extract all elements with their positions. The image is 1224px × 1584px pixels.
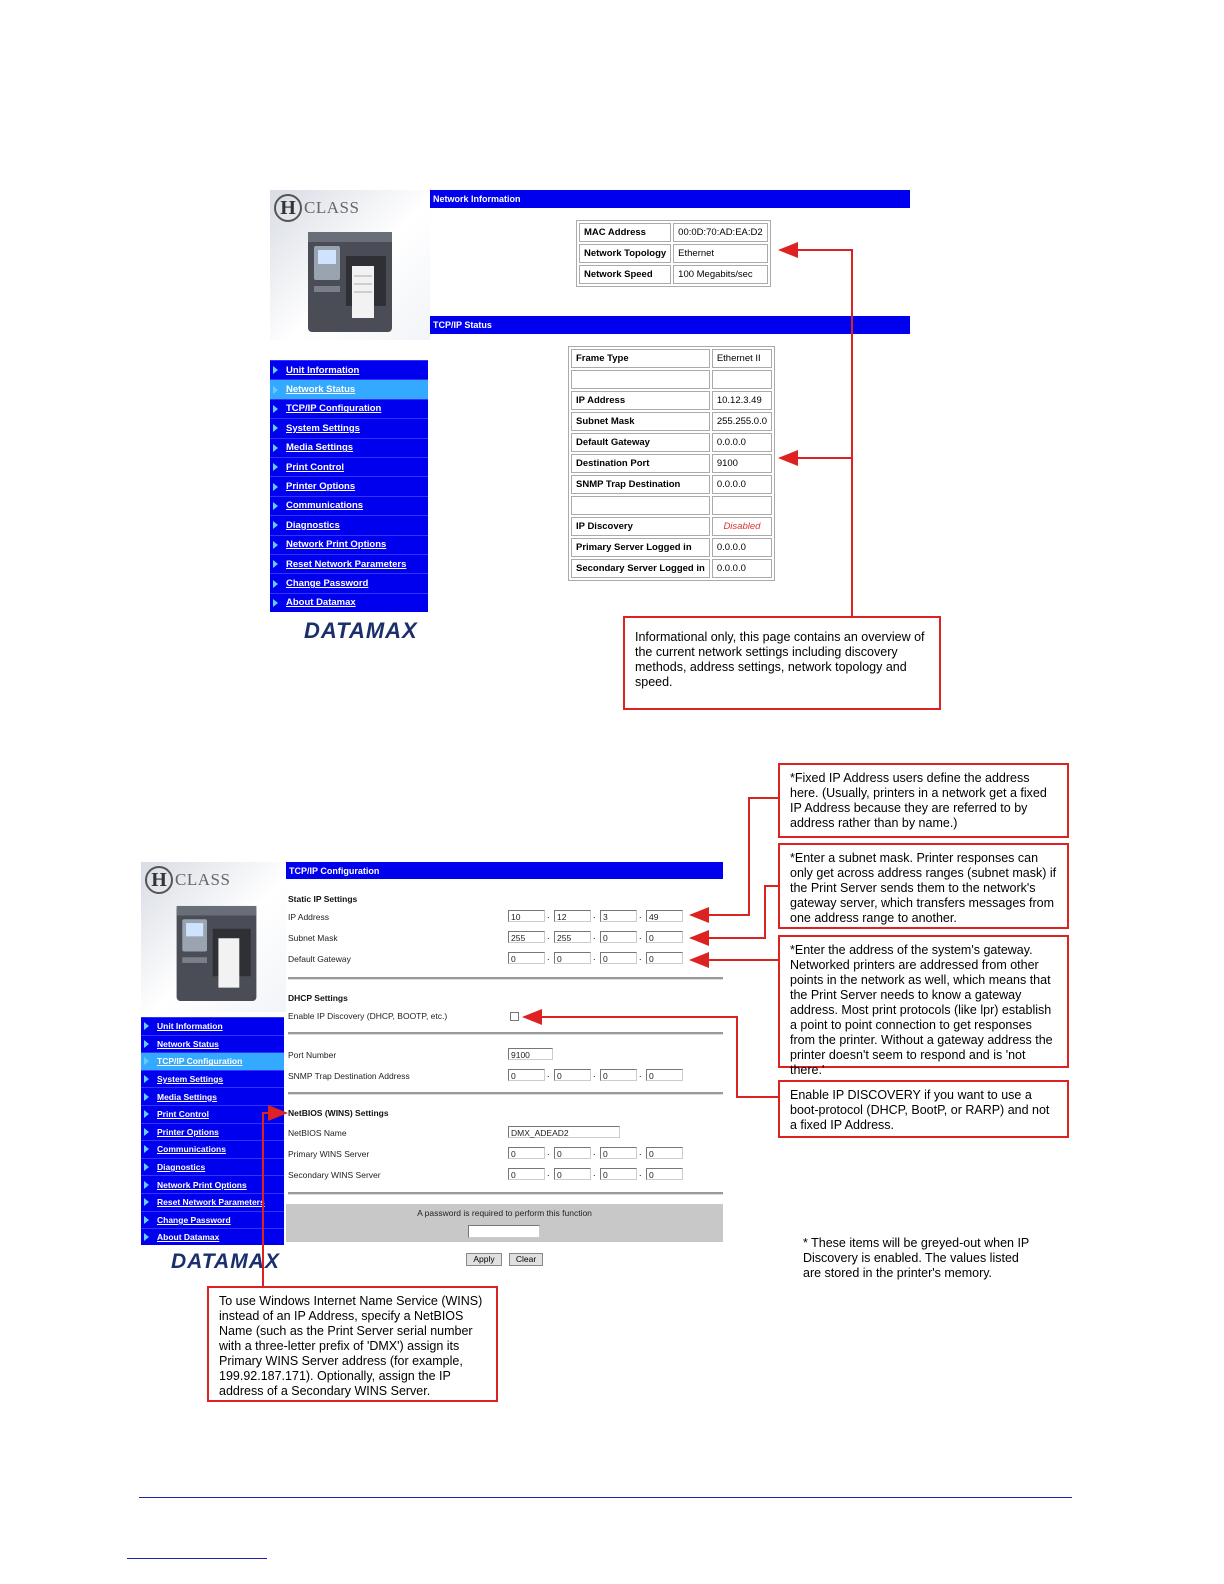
- octet-separator: .: [639, 952, 642, 962]
- nav-item-label: Printer Options: [286, 481, 356, 493]
- row-label: Secondary Server Logged in: [571, 559, 710, 578]
- octet-input[interactable]: 0: [646, 1147, 683, 1159]
- row-label: Network Topology: [579, 244, 671, 263]
- snmp-trap-label: SNMP Trap Destination Address: [288, 1071, 410, 1081]
- secondary-wins-label: Secondary WINS Server: [288, 1170, 381, 1180]
- dhcp-heading: DHCP Settings: [288, 993, 348, 1003]
- nav-item-label: Unit Information: [286, 364, 360, 376]
- octet-separator: .: [547, 910, 550, 920]
- octet-separator: .: [593, 910, 596, 920]
- datamax-logo: DATAMAX: [304, 618, 418, 643]
- default-gateway-label: Default Gateway: [288, 954, 351, 964]
- row-label: MAC Address: [579, 223, 671, 242]
- nav-item-label: Reset Network Parameters: [286, 558, 407, 570]
- nav-item-label: TCP/IP Configuration: [157, 1056, 243, 1067]
- datamax-logo-2: DATAMAX: [171, 1250, 280, 1273]
- octet-input[interactable]: 3: [600, 910, 637, 922]
- nav-item-label: Printer Options: [157, 1126, 219, 1137]
- footer-rule: [139, 1497, 1072, 1498]
- row-label: IP Address: [571, 391, 710, 410]
- row-value: 10.12.3.49: [712, 391, 772, 410]
- hclass-logo-2: H CLASS: [145, 866, 230, 894]
- row-label: IP Discovery: [571, 517, 710, 536]
- primary-wins-label: Primary WINS Server: [288, 1149, 370, 1159]
- octet-input[interactable]: 0: [508, 1168, 545, 1180]
- gateway-callout: *Enter the address of the system's gateway. Networked printers are addressed from other points in the network as well, which means that the Print Server needs to know a gateway address. Most print protocols (like lpr) establish a point to point connection to get responses from the printer. Without a gateway address the printer doesn't seem to respond and is 'not there.': [778, 935, 1069, 1068]
- octet-input[interactable]: 0: [600, 931, 637, 943]
- nav-item-label: Diagnostics: [157, 1162, 206, 1173]
- tcpip-configuration-bar: TCP/IP Configuration: [286, 862, 723, 879]
- password-note: A password is required to perform this function: [417, 1208, 592, 1218]
- ip-discovery-callout: Enable IP DISCOVERY if you want to use a boot-protocol (DHCP, BootP, or RARP) and not a fixed IP Address.: [778, 1080, 1069, 1138]
- netbios-name-label: NetBIOS Name: [288, 1128, 347, 1138]
- row-label: Subnet Mask: [571, 412, 710, 431]
- octet-separator: .: [593, 931, 596, 941]
- nav-item-label: Network Print Options: [157, 1179, 247, 1190]
- octet-separator: .: [547, 952, 550, 962]
- octet-input[interactable]: 0: [554, 952, 591, 964]
- octet-separator: .: [593, 1069, 596, 1079]
- octet-input[interactable]: 0: [646, 1069, 683, 1081]
- nav-item-label: Media Settings: [286, 442, 354, 454]
- static-ip-heading: Static IP Settings: [288, 894, 358, 904]
- octet-input[interactable]: 0: [646, 1168, 683, 1180]
- row-value: 0.0.0.0: [712, 433, 772, 452]
- octet-separator: .: [639, 1147, 642, 1157]
- octet-input[interactable]: 0: [646, 931, 683, 943]
- octet-input[interactable]: 0: [508, 1069, 545, 1081]
- octet-separator: .: [639, 910, 642, 920]
- nav-item-label: Network Status: [286, 384, 356, 396]
- octet-input[interactable]: 0: [600, 1168, 637, 1180]
- nav-item-label: Communications: [157, 1144, 226, 1155]
- row-value: 0.0.0.0: [712, 538, 772, 557]
- octet-separator: .: [593, 1147, 596, 1157]
- clear-button[interactable]: Clear: [509, 1253, 543, 1266]
- nav-item-label: Reset Network Parameters: [157, 1197, 265, 1208]
- nav-item-label: Network Print Options: [286, 539, 387, 551]
- octet-input[interactable]: 0: [600, 1069, 637, 1081]
- octet-separator: .: [593, 1168, 596, 1178]
- octet-input[interactable]: 0: [600, 952, 637, 964]
- octet-input[interactable]: 0: [600, 1147, 637, 1159]
- overview-callout: Informational only, this page contains an overview of the current network settings including discovery methods, address settings, network topology and speed.: [623, 616, 941, 710]
- row-label: Network Speed: [579, 265, 671, 284]
- octet-input[interactable]: 49: [646, 910, 683, 922]
- nav-item-label: System Settings: [157, 1074, 224, 1085]
- octet-separator: .: [547, 1168, 550, 1178]
- row-value: 100 Megabits/sec: [673, 265, 768, 284]
- network-information-bar: Network Information: [430, 190, 910, 208]
- subnet-callout: *Enter a subnet mask. Printer responses can only get across address ranges (subnet mask) if the Print Server sends them to the network's gateway server, which transfers messages from one address range to another.: [778, 843, 1069, 929]
- octet-input[interactable]: 255: [508, 931, 545, 943]
- nav-item-label: Print Control: [157, 1109, 209, 1120]
- octet-separator: .: [547, 931, 550, 941]
- hclass-logo: H CLASS: [274, 194, 359, 222]
- row-label: Default Gateway: [571, 433, 710, 452]
- port-number-label: Port Number: [288, 1050, 337, 1060]
- netbios-name-input[interactable]: DMX_ADEAD2: [508, 1126, 620, 1138]
- row-value: 00:0D:70:AD:EA:D2: [673, 223, 768, 242]
- octet-input[interactable]: 0: [508, 952, 545, 964]
- nav-item-label: Unit Information: [157, 1021, 223, 1032]
- nav-item-label: TCP/IP Configuration: [286, 403, 382, 415]
- wins-callout: To use Windows Internet Name Service (WINS) instead of an IP Address, specify a NetBIOS Name (such as the Print Server serial number with a three-letter prefix of 'DMX') assign its Primary WINS Server address (for example, 199.92.187.171). Optionally, assign the IP address of a Secondary WINS Server.: [207, 1286, 498, 1402]
- row-value: 0.0.0.0: [712, 559, 772, 578]
- row-label: SNMP Trap Destination: [571, 475, 710, 494]
- nav-item-label: About Datamax: [157, 1232, 220, 1243]
- octet-input[interactable]: 12: [554, 910, 591, 922]
- netbios-heading: NetBIOS (WINS) Settings: [288, 1108, 389, 1118]
- nav-item-label: Print Control: [286, 461, 345, 473]
- tcpip-status-bar: TCP/IP Status: [430, 316, 910, 334]
- octet-separator: .: [547, 1147, 550, 1157]
- octet-separator: .: [593, 952, 596, 962]
- enable-ip-discovery-label: Enable IP Discovery (DHCP, BOOTP, etc.): [288, 1011, 448, 1021]
- port-number-input[interactable]: 9100: [508, 1048, 553, 1060]
- octet-input[interactable]: 255: [554, 931, 591, 943]
- apply-button[interactable]: Apply: [466, 1253, 502, 1266]
- octet-input[interactable]: 0: [554, 1069, 591, 1081]
- nav-item-label: Diagnostics: [286, 519, 340, 531]
- row-value: 9100: [712, 454, 772, 473]
- row-value: 255.255.0.0: [712, 412, 772, 431]
- row-value: 0.0.0.0: [712, 475, 772, 494]
- octet-input[interactable]: 10: [508, 910, 545, 922]
- ip-address-label: IP Address: [288, 912, 329, 922]
- nav-item-label: Change Password: [286, 578, 369, 590]
- octet-input[interactable]: 0: [508, 1147, 545, 1159]
- row-value: Ethernet II: [712, 349, 772, 368]
- octet-separator: .: [547, 1069, 550, 1079]
- nav-item-label: Communications: [286, 500, 364, 512]
- greyed-out-note: * These items will be greyed-out when IP Discovery is enabled. The values listed are stored in the printer's memory.: [803, 1236, 1030, 1280]
- octet-separator: .: [639, 931, 642, 941]
- nav-item-label: Change Password: [157, 1214, 231, 1225]
- fixed-ip-callout: *Fixed IP Address users define the address here. (Usually, printers in a network get a fixed IP Address because they are referred to by address rather than by name.): [778, 763, 1069, 838]
- row-value: Disabled: [712, 517, 772, 536]
- octet-input[interactable]: 0: [554, 1168, 591, 1180]
- nav-item-label: Media Settings: [157, 1091, 217, 1102]
- nav-item-label: System Settings: [286, 422, 360, 434]
- row-label: Frame Type: [571, 349, 710, 368]
- subnet-mask-label: Subnet Mask: [288, 933, 338, 943]
- nav-item-label: About Datamax: [286, 597, 356, 609]
- row-label: Primary Server Logged in: [571, 538, 710, 557]
- octet-separator: .: [639, 1069, 642, 1079]
- octet-input[interactable]: 0: [646, 952, 683, 964]
- octet-input[interactable]: 0: [554, 1147, 591, 1159]
- row-value: Ethernet: [673, 244, 768, 263]
- row-label: Destination Port: [571, 454, 710, 473]
- octet-separator: .: [639, 1168, 642, 1178]
- footer-short-rule: [127, 1558, 267, 1559]
- nav-item-label: Network Status: [157, 1038, 219, 1049]
